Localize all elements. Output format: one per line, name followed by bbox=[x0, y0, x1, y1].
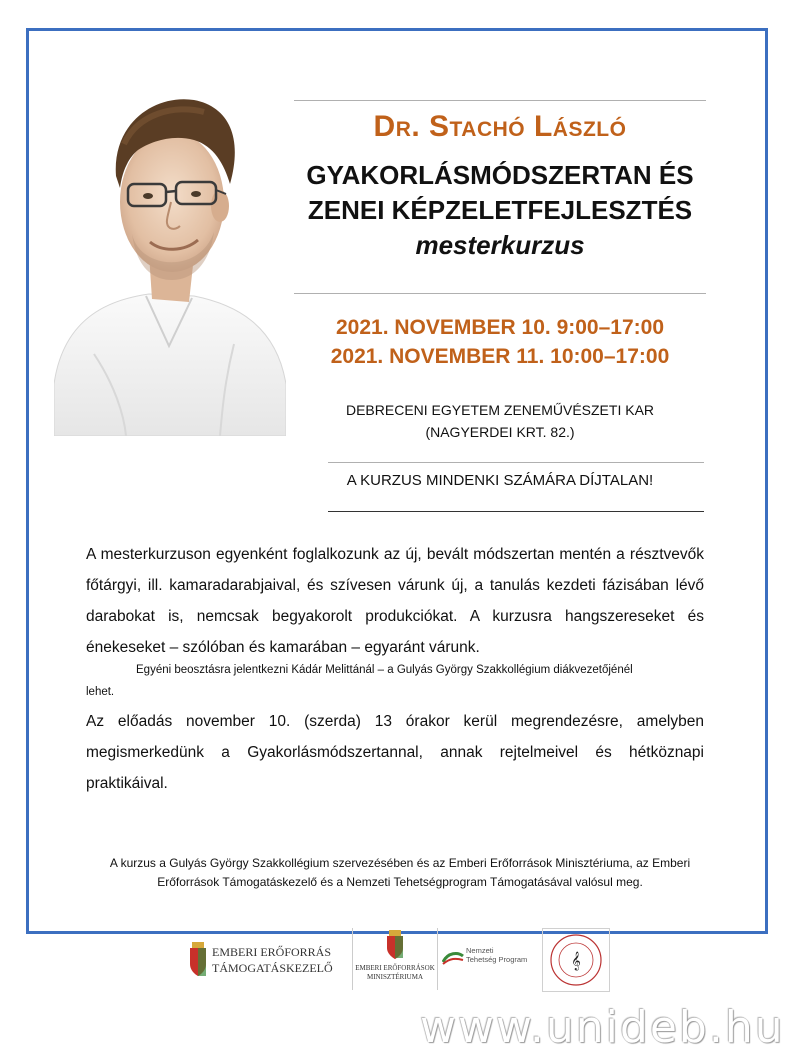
lecturer-name: Dr. Stachó László bbox=[373, 110, 627, 143]
emmi-name-line1: EMBERI ERŐFORRÁSOK bbox=[355, 964, 435, 972]
sponsor-logos bbox=[182, 928, 612, 990]
emet-name-line1: EMBERI ERŐFORRÁS bbox=[212, 945, 332, 959]
sponsor-statement-line2: Erőforrások Támogatáskezelő és a Nemzeti Tehetségprogram Támogatásával valósul meg. bbox=[157, 875, 643, 889]
course-date-1: 2021. NOVEMBER 10. 9:00–17:00 bbox=[335, 316, 664, 339]
svg-text:𝄞: 𝄞 bbox=[571, 951, 581, 970]
sponsor-statement-line1: A kurzus a Gulyás György Szakkollégium szervezésében és az Emberi Erőforrások Minisztériuma, az Emberi bbox=[109, 856, 691, 870]
body-paragraph-1: A mesterkurzuson egyenként foglalkozunk az új, bevált módszertan mentén a résztvevők főtárgyi, ill. kamaradarabjaival, és szívesen várunk új, a tanulás kezdeti fázisában lévő darabokat is, nemcsak begyakorolt produkciókat. A kurzusra hangszereseket és énekeseket – szólóban és kamarában – egyaránt várunk. bbox=[86, 546, 704, 656]
free-notice-bottom-rule bbox=[328, 511, 704, 512]
college-seal-emblem bbox=[543, 929, 609, 991]
emmi-name-line2: MINISZTÉRIUMA bbox=[367, 973, 423, 981]
course-date-2: 2021. NOVEMBER 11. 10:00–17:00 bbox=[330, 345, 670, 368]
free-notice: A KURZUS MINDENKI SZÁMÁRA DÍJTALAN! bbox=[346, 472, 654, 489]
hungarian-crest-icon bbox=[188, 942, 208, 978]
header-bottom-rule bbox=[294, 293, 706, 294]
body-paragraph-3: Az előadás november 10. (szerda) 13 órakor kerül megrendezésre, amelyben megismerkedünk a Gyakorlásmódszertannal, annak rejtelmeivel és hétköznapi praktikáival. bbox=[86, 713, 704, 792]
unideb-watermark: www.unideb.hu bbox=[420, 1002, 785, 1053]
course-title-line1: GYAKORLÁSMÓDSZERTAN ÉS bbox=[306, 160, 694, 190]
body-paragraph-2-line1: Egyéni beosztásra jelentkezni Kádár Melittánál – a Gulyás György Szakkollégium diákvezetőjénél bbox=[136, 664, 633, 676]
ntp-name-line2: Tehetség Program bbox=[466, 955, 528, 964]
course-subtitle: mesterkurzus bbox=[415, 230, 585, 260]
portrait-photo bbox=[54, 84, 286, 436]
emmi-logo bbox=[352, 928, 438, 990]
venue-line1: DEBRECENI EGYETEM ZENEMŰVÉSZETI KAR bbox=[345, 402, 655, 418]
emet-logo bbox=[188, 940, 348, 980]
free-notice-top-rule bbox=[328, 462, 704, 463]
header-top-rule bbox=[294, 100, 706, 101]
college-seal-logo bbox=[542, 928, 610, 992]
ntp-name-line1: Nemzeti bbox=[466, 946, 494, 955]
course-title-line2: ZENEI KÉPZELETFEJLESZTÉS bbox=[307, 195, 693, 225]
ntp-swoosh-icon bbox=[442, 950, 464, 966]
hungarian-coat-of-arms-icon bbox=[385, 930, 405, 960]
ntp-logo bbox=[442, 944, 538, 974]
emet-name-line2: TÁMOGATÁSKEZELŐ bbox=[212, 961, 333, 975]
venue-line2: (NAGYERDEI KRT. 82.) bbox=[425, 424, 575, 440]
sponsor-statement bbox=[80, 854, 720, 892]
body-paragraph-2-line2: lehet. bbox=[86, 686, 115, 698]
